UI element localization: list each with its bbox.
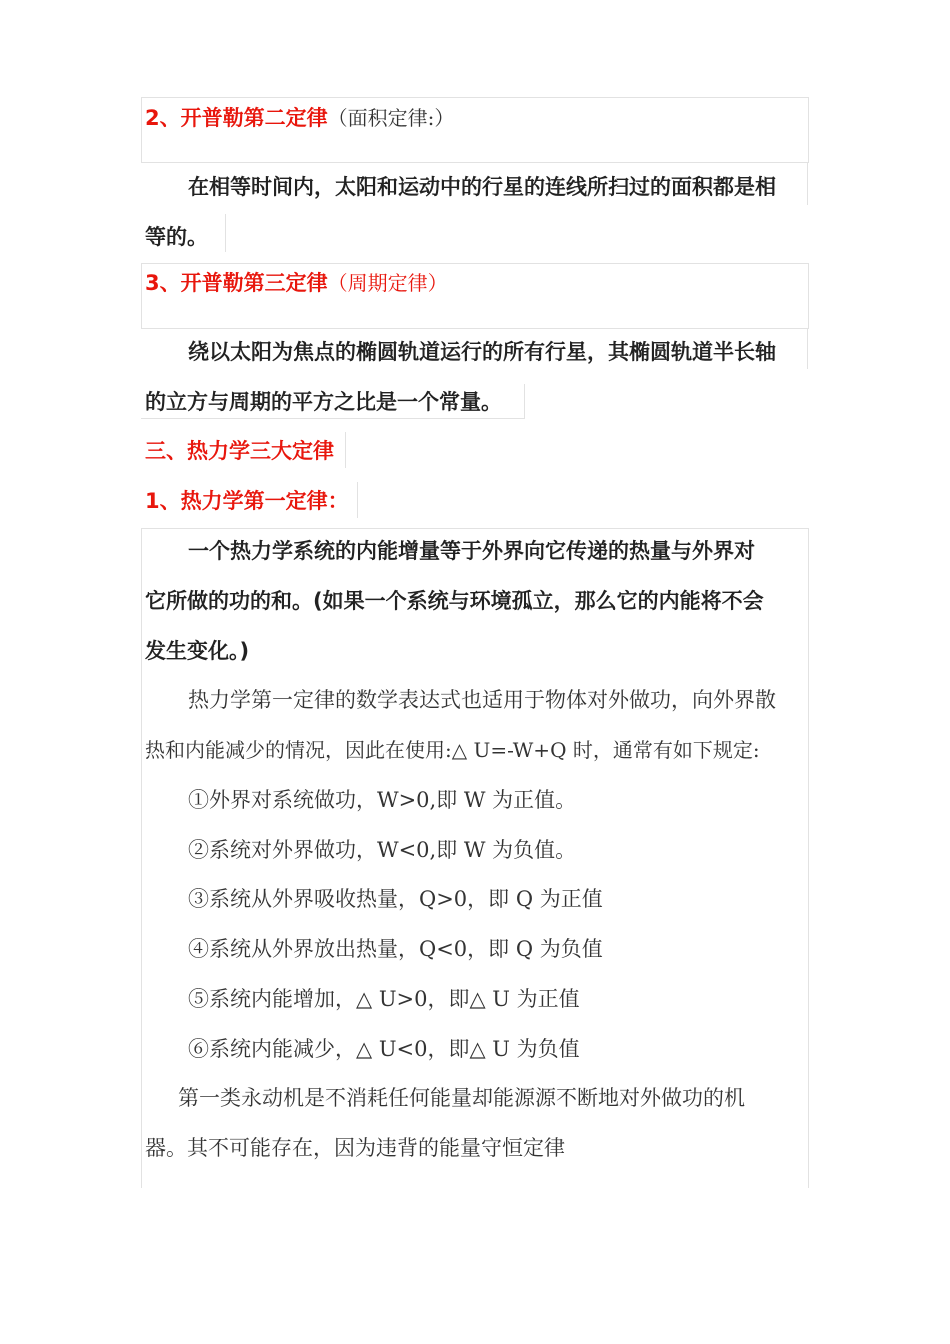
rule-item: ①外界对系统做功，W>0,即 W 为正值。 — [188, 788, 577, 812]
kepler3-note: （周期定律） — [327, 271, 448, 295]
rule-item: ④系统从外界放出热量，Q<0，即 Q 为负值 — [188, 937, 603, 961]
kepler2-text-line2: 等的。 — [145, 225, 208, 249]
expr-text-line1: 热力学第一定律的数学表达式也适用于物体对外做功，向外界散 — [188, 688, 776, 712]
thermo-law1-heading: 1、热力学第一定律： — [145, 489, 349, 513]
law1-text-line2: 它所做的功的和。(如果一个系统与环境孤立，那么它的内能将不会 — [145, 589, 764, 613]
kepler3-heading: 3、开普勒第三定律 — [145, 271, 328, 295]
rule-item: ⑥系统内能减少，△ U<0，即△ U 为负值 — [188, 1037, 580, 1061]
kepler3-heading-line — [145, 268, 448, 298]
kepler2-note: （面积定律:） — [327, 106, 455, 130]
border-line — [524, 384, 525, 418]
rule-item: ②系统对外界做功，W<0,即 W 为负值。 — [188, 838, 577, 862]
border-line — [225, 214, 226, 252]
kepler3-text-line2: 的立方与周期的平方之比是一个常量。 — [145, 390, 502, 414]
law1-text-line1: 一个热力学系统的内能增量等于外界向它传递的热量与外界对 — [188, 539, 755, 563]
kepler2-heading: 2、开普勒第二定律 — [145, 106, 328, 130]
perpetual-text-line2: 器。其不可能存在，因为违背的能量守恒定律 — [145, 1136, 565, 1160]
border-line — [141, 418, 525, 419]
thermo-section-title: 三、热力学三大定律 — [145, 439, 334, 463]
border-line — [807, 163, 808, 205]
border-line — [807, 329, 808, 369]
kepler2-heading-line — [145, 103, 454, 133]
law1-text-line3: 发生变化。) — [145, 639, 250, 663]
rule-item: ③系统从外界吸收热量，Q>0，即 Q 为正值 — [188, 887, 603, 911]
perpetual-text-line1: 第一类永动机是不消耗任何能量却能源源不断地对外做功的机 — [178, 1086, 745, 1110]
kepler3-text-line1: 绕以太阳为焦点的椭圆轨道运行的所有行星，其椭圆轨道半长轴 — [188, 340, 776, 364]
border-line — [357, 482, 358, 518]
rule-item: ⑤系统内能增加，△ U>0，即△ U 为正值 — [188, 987, 580, 1011]
kepler2-text-line1: 在相等时间内，太阳和运动中的行星的连线所扫过的面积都是相 — [188, 175, 776, 199]
border-line — [345, 432, 346, 468]
expr-text-line2: 热和内能减少的情况，因此在使用:△ U=-W+Q 时，通常有如下规定: — [145, 738, 760, 762]
